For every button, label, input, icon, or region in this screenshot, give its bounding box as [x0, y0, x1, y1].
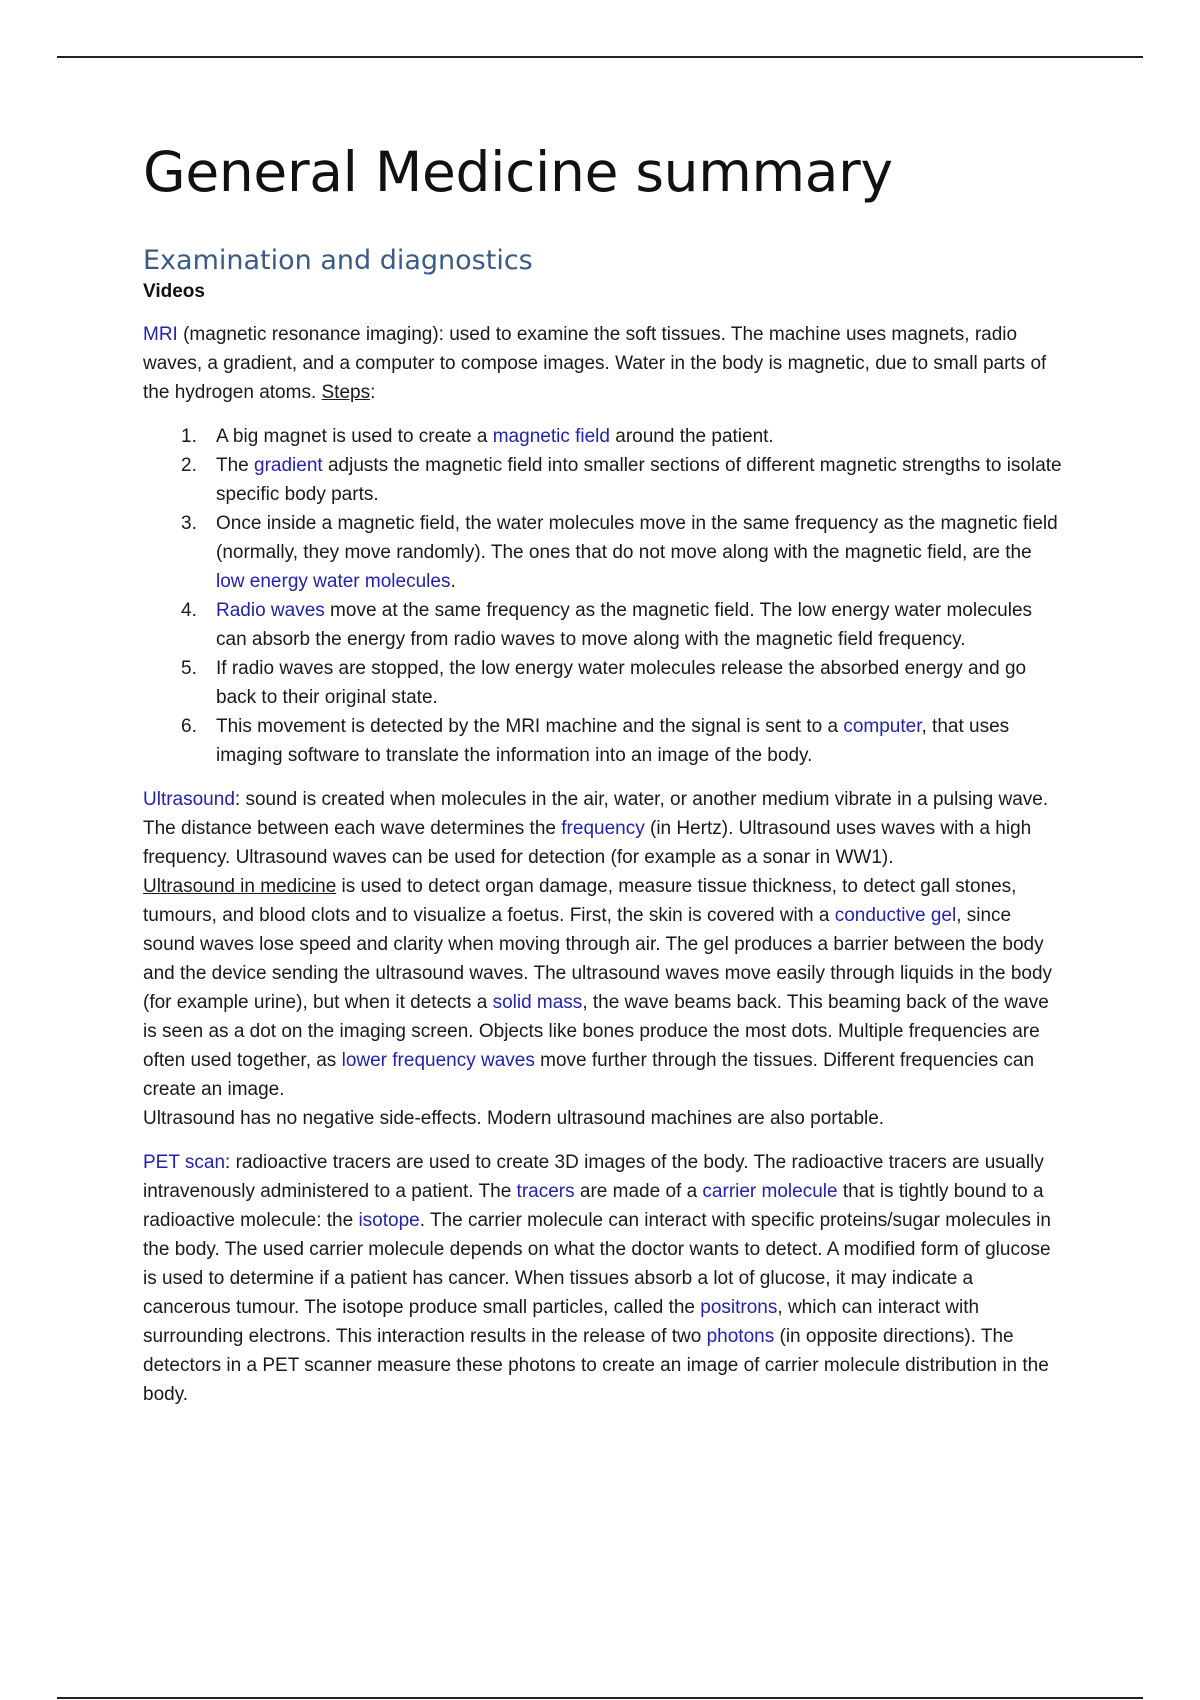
ultrasound-text: : sound is created when molecules in the air, water, or another medium vibrate in a pulsing wave. The distance between each wave determines the	[143, 789, 1049, 839]
step-term: gradient	[254, 455, 323, 476]
ultrasound-paragraph	[143, 785, 1063, 872]
list-item	[143, 654, 1063, 712]
step-text: .	[450, 571, 456, 592]
ultrasound-medicine-text: is used to detect organ damage, measure tissue thickness, to detect gall stones, tumours, and blood clots and to visualize a foetus. First, the skin is covered with a	[143, 876, 1017, 926]
mri-text: (magnetic resonance imaging): used to examine the soft tissues. The machine uses magnets, radio waves, a gradient, and a computer to compose images. Water in the body is magnetic, due to small parts of the hydrogen atoms.	[143, 324, 1047, 403]
step-text: If radio waves are stopped, the low energy water molecules release the absorbed energy and go back to their original state.	[216, 658, 1027, 708]
list-number: 4.	[181, 600, 197, 621]
step-text: , that uses imaging software to translate the information into an image of the body.	[216, 716, 1010, 766]
step-text: adjusts the magnetic field into smaller sections of different magnetic strengths to isolate specific body parts.	[216, 455, 1062, 505]
lower-frequency-term: lower frequency waves	[341, 1050, 535, 1071]
list-number: 5.	[181, 658, 197, 679]
footer-rule	[57, 1697, 1143, 1699]
list-number: 6.	[181, 716, 197, 737]
steps-colon: :	[370, 382, 376, 403]
pet-text: , which can interact with surrounding electrons. This interaction results in the release of two	[143, 1297, 980, 1347]
gel-term: conductive gel	[834, 905, 957, 926]
step-text: The	[216, 455, 255, 476]
pet-paragraph	[143, 1148, 1063, 1409]
list-item	[143, 509, 1063, 596]
pet-text: are made of a	[574, 1181, 703, 1202]
pet-text: that is tightly bound to a radioactive molecule: the	[143, 1181, 1044, 1231]
ultrasound-medicine-text: , the wave beams back. This beaming back of the wave is seen as a dot on the imaging screen. Objects like bones produce the most dots. Multiple frequencies are often used together, as	[143, 992, 1049, 1071]
step-text: This movement is detected by the MRI machine and the signal is sent to a	[216, 716, 844, 737]
ultrasound-medicine-label: Ultrasound in medicine	[143, 876, 337, 897]
list-item	[143, 596, 1063, 654]
step-text: A big magnet is used to create a	[216, 426, 493, 447]
header-rule	[57, 56, 1143, 58]
mri-steps-list	[143, 422, 1063, 770]
list-item	[143, 712, 1063, 770]
step-term: magnetic field	[492, 426, 610, 447]
ultrasound-closing-line: Ultrasound has no negative side-effects. Modern ultrasound machines are also portable.	[143, 1108, 885, 1129]
step-term: computer	[843, 716, 922, 737]
ultrasound-text: (in Hertz). Ultrasound uses waves with a high frequency. Ultrasound waves can be used for detection (for example as a sonar in WW1).	[143, 818, 1032, 868]
ultrasound-term: Ultrasound	[143, 789, 235, 810]
pet-text: . The carrier molecule can interact with specific proteins/sugar molecules in the body. The used carrier molecule depends on what the doctor wants to detect. A modified form of glucose is used to determine if a patient has cancer. When tissues absorb a lot of glucose, it may indicate a cancerous tumour. The isotope produce small particles, called the	[143, 1210, 1051, 1318]
carrier-molecule-term: carrier molecule	[702, 1181, 838, 1202]
pet-term: PET scan	[143, 1152, 226, 1173]
list-number: 3.	[181, 513, 197, 534]
mri-term: MRI	[143, 324, 178, 345]
page-title: General Medicine summary	[143, 140, 893, 204]
steps-label: Steps	[321, 382, 371, 403]
step-text: Once inside a magnetic field, the water molecules move in the same frequency as the magnetic field (normally, they move randomly). The ones that do not move along with the magnetic field, are the	[216, 513, 1058, 563]
positrons-term: positrons	[700, 1297, 778, 1318]
document-body	[143, 140, 1063, 1409]
step-term: Radio waves	[216, 600, 325, 621]
step-text: around the patient.	[609, 426, 774, 447]
list-item	[143, 451, 1063, 509]
step-term: low energy water molecules	[216, 571, 451, 592]
frequency-term: frequency	[561, 818, 645, 839]
list-item	[143, 422, 1063, 451]
isotope-term: isotope	[358, 1210, 420, 1231]
solid-mass-term: solid mass	[492, 992, 583, 1013]
subheading-videos: Videos	[143, 281, 205, 302]
list-number: 2.	[181, 455, 197, 476]
section-heading: Examination and diagnostics	[143, 245, 533, 276]
ultrasound-medicine-paragraph	[143, 872, 1063, 1104]
mri-paragraph	[143, 320, 1063, 407]
pet-text: : radioactive tracers are used to create 3D images of the body. The radioactive tracers are usually intravenously administered to a patient. The	[143, 1152, 1044, 1202]
tracers-term: tracers	[516, 1181, 575, 1202]
list-number: 1.	[181, 426, 197, 447]
ultrasound-medicine-text: , since sound waves lose speed and clarity when moving through air. The gel produces a barrier between the body and the device sending the ultrasound waves. The ultrasound waves move easily through liquids in the body (for example urine), but when it detects a	[143, 905, 1053, 1013]
photons-term: photons	[706, 1326, 775, 1347]
step-text: move at the same frequency as the magnetic field. The low energy water molecules can absorb the energy from radio waves to move along with the magnetic field frequency.	[216, 600, 1033, 650]
pet-text: (in opposite directions). The detectors in a PET scanner measure these photons to create an image of carrier molecule distribution in the body.	[143, 1326, 1049, 1405]
ultrasound-medicine-text: move further through the tissues. Different frequencies can create an image.	[143, 1050, 1035, 1100]
